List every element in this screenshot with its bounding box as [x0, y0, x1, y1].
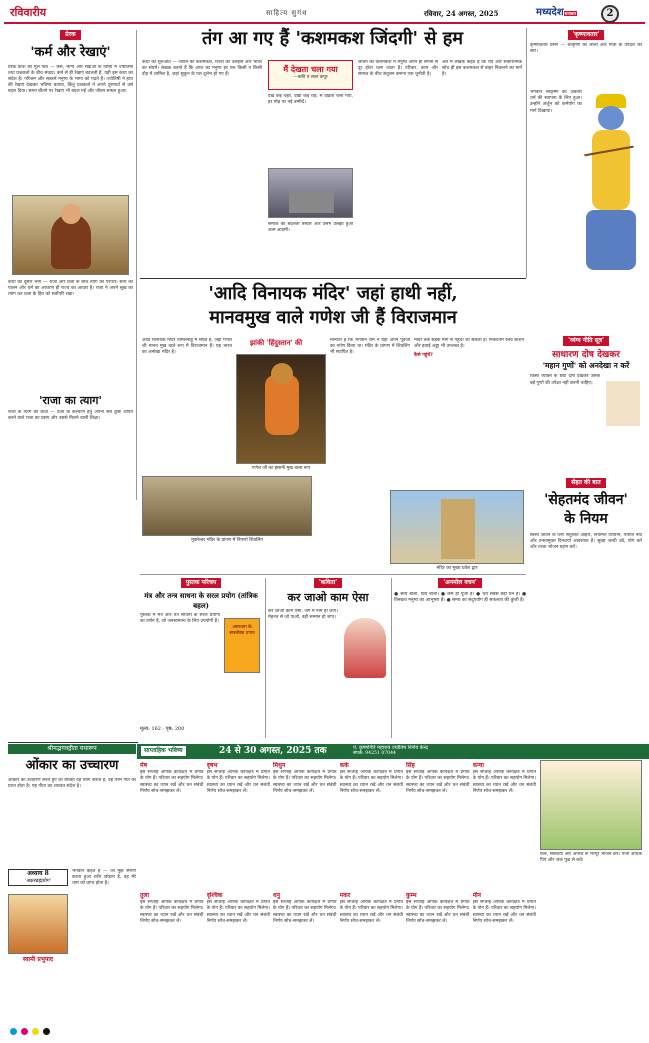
health-title-2: के नियम: [564, 510, 608, 527]
ganesh-image: [236, 354, 326, 464]
rashi-prediction: इस सप्ताह आपके कार्यक्षेत्र में प्रगति के योग हैं। परिवार का सहयोग मिलेगा। स्वास्थ्य का ध्यान रखें और धन संबंधी निर्णय सोच-समझकर लें।: [472, 900, 536, 924]
rashi-prediction: इस सप्ताह आपके कार्यक्षेत्र में प्रगति के योग हैं। परिवार का सहयोग मिलेगा। स्वास्थ्य का ध्यान रखें और धन संबंधी निर्णय सोच-समझकर लें।: [206, 770, 270, 794]
poem-title: मैं देखता चला गया: [283, 64, 338, 74]
rashi-name: मेष: [140, 762, 148, 769]
kavita-title: कर जाओ काम ऐसा: [287, 591, 369, 605]
poem-text: देखे कई चेहरे, देखी कई राहें, मैं देखता चला गया, हर मोड़ पर नई उम्मीदें।: [268, 94, 353, 106]
health-body: स्वस्थ जीवन के लिए संतुलित आहार, नियमित व्यायाम, पर्याप्त नींद और तनावमुक्त दिनचर्या आवश्यक है। सुबह जल्दी उठें, योग करें और ताजा भोजन ग्रहण करें।: [530, 532, 642, 551]
astrologer-phone: संपर्क: 94251 07044: [353, 751, 396, 756]
rashi-name: कुम्भ: [406, 892, 417, 899]
anmol-box: [394, 578, 526, 738]
rashi-name: मिथुन: [273, 762, 286, 769]
health-body-2: फल, सब्जियां और अनाज से भरपूर भोजन करें। पानी अधिक पिएं और जंक फूड से बचें।: [540, 852, 642, 864]
prerak-title: 'कर्म और रेखाएं': [30, 45, 111, 61]
rashi-prediction: इस सप्ताह आपके कार्यक्षेत्र में प्रगति के योग हैं। परिवार का सहयोग मिलेगा। स्वास्थ्य का ध्यान रखें और धन संबंधी निर्णय सोच-समझकर लें।: [339, 770, 403, 794]
lead-headline: तंग आ गए हैं 'कशमकश जिंदगी' से हम: [201, 28, 464, 49]
rashi-cell: [140, 892, 204, 1018]
rashi-cell: [340, 892, 404, 1018]
rashi-cell: [207, 762, 271, 888]
brand-logo: मध्यदेशसमाचार: [536, 7, 577, 18]
page-number-badge: 2: [601, 5, 619, 23]
prabhupad-photo: [8, 894, 68, 954]
rashi-name: वृषभ: [206, 762, 218, 769]
book-label: पुस्तक परिचय: [181, 578, 222, 588]
rashi-name: कन्या: [472, 762, 484, 769]
vinayak-body-col3: मंदिर तक सड़क मार्ग से पहुंचा जा सकता है। निकटतम रेलवे स्टेशन और हवाई अड्डा भी उपलब्ध है। कैसे पहुंचें?: [414, 338, 524, 359]
onkar-title: ओंकार का उच्चारण: [25, 758, 119, 774]
health-title: 'सेहतमंद जीवन': [544, 492, 628, 509]
vinayak-headline-box: [140, 282, 526, 334]
rashi-name: मकर: [339, 892, 351, 899]
raja-title: 'राजा का त्याग': [39, 394, 102, 407]
rashifal-header: [137, 744, 649, 759]
poem-author: —कवि व लाल कपूर: [293, 74, 328, 80]
anmol-body: ● सत्य बोलो, प्रिय बोलो। ● कर्म ही पूजा है। ● धैर्य सबसे बड़ा धन है। ● विनम्रता मनुष्य का आभूषण है। ● समय का सदुपयोग ही सफलता की कुंजी है।: [394, 592, 526, 604]
prerak-illustration: [12, 195, 129, 275]
rashi-cell: [473, 892, 537, 1018]
krishna-image: [582, 90, 640, 290]
rashi-cell: [406, 892, 470, 1018]
rashi-prediction: इस सप्ताह आपके कार्यक्षेत्र में प्रगति के योग हैं। परिवार का सहयोग मिलेगा। स्वास्थ्य का ध्यान रखें और धन संबंधी निर्णय सोच-समझकर लें।: [140, 900, 204, 924]
issue-date: रविवार, 24 अगस्त, 2025: [424, 9, 499, 18]
vyangya-title: साधारण दोष देखकर: [552, 350, 620, 361]
lead-body-col1: कथा की शुरुआत — जीवन की कशमकश, रिश्तों की उलझनें और भीतर का संघर्ष। लेखक बताते हैं कि आज का मनुष्य हर पल किसी न किसी दौड़ में शामिल है, जहां सुकून के पल दुर्लभ हो गए हैं।: [142, 60, 262, 78]
print-register-marks: [10, 1028, 639, 1036]
vyangya-box: [530, 336, 642, 476]
krishna-column: [530, 30, 642, 330]
poem-box: [268, 60, 353, 90]
prerak-body-1: प्रेरक कथा का मूल पाठ — कर्म, भाग्य और रेखाओं के विषय में ज्योतिषी तथा प्रश्नकर्ता के बीच संवाद। कर्म से ही रेखाएं बदलती हैं, यही इस कथा का संदेश है। परिश्रम और सत्कर्म मनुष्य के भाग्य को गढ़ते हैं। ज्योतिषी ने हाथ की रेखाएं देखकर भविष्य बताया, किंतु प्रश्नकर्ता ने अपने पुरुषार्थ से उसे बदल दिया। समय बीतने पर रेखाएं भी बदल गईं और जीवन सफल हुआ।: [8, 64, 133, 95]
krishna-body-2: भगवान श्रीकृष्ण का अवतार धर्म की स्थापना के लिए हुआ। उन्होंने अर्जुन को कर्मयोग का मार्ग दिखाया।: [530, 90, 582, 114]
rashi-name: मीन: [472, 892, 481, 899]
kavita-box: [268, 578, 388, 738]
rashi-cell: [207, 892, 271, 1018]
health-box: [530, 478, 642, 738]
vinayak-subhead: कैसे पहुंचें?: [414, 353, 433, 359]
raja-body: राजा के त्याग की कथा — प्रजा के कल्याण हेतु अपना सब कुछ अर्पित करने वाले राजा का प्रसंग और उससे मिलने वाली शिक्षा।: [8, 410, 133, 422]
author-name: स्वामी प्रभुपाद: [22, 956, 54, 963]
lead-body-col2: समाज की बदलती तस्वीर और उसमें उलझा हुआ आम आदमी।: [268, 222, 353, 234]
shivling-image: [142, 476, 312, 536]
onkar-box: [8, 744, 136, 1026]
kavita-label: 'कविता': [314, 578, 342, 588]
rashifal-label: साप्ताहिक भविष्य: [141, 746, 186, 756]
rashi-prediction: इस सप्ताह आपके कार्यक्षेत्र में प्रगति के योग हैं। परिवार का सहयोग मिलेगा। स्वास्थ्य का ध्यान रखें और धन संबंधी निर्णय सोच-समझकर लें।: [339, 900, 403, 924]
temple-caption: मंदिर का मुख्य प्रवेश द्वार: [436, 566, 478, 571]
vinayak-body-col2: मान्यता है कि भगवान राम ने यहां अपने पूर्वजों का तर्पण किया था। मंदिर के प्रांगण में शिवलिंग भी स्थापित है।: [330, 338, 410, 356]
lead-body-col3: जीवन की कशमकश में मनुष्य अपने ही सपनों से दूर होता चला जाता है। परिवार, काम और समाज के बीच संतुलन बनाना एक चुनौती है।: [358, 60, 438, 78]
rashi-name: धनु: [273, 892, 281, 899]
vinayak-tag-box: [236, 338, 316, 352]
prerak-body-2: कथा का दूसरा भाग — राजा और प्रजा के बीच त्याग की परंपरा। सत्य का पालन और धर्म का आचरण ही राज्य का आधार है। राजा ने अपने सुख का त्याग कर प्रजा के हित को सर्वोपरि रखा।: [8, 280, 133, 298]
onkar-body-2: भगवान कहते हैं — जो मुझे स्मरण करता हुआ शरीर छोड़ता है, वह मेरे धाम को प्राप्त होता है।: [72, 869, 136, 887]
rashi-cell: [273, 762, 337, 888]
book-meta: मूल्य: 162 · पृष्ठ: 200: [140, 726, 185, 732]
section-title: रविवारीय: [10, 6, 47, 19]
rashi-cell: [340, 762, 404, 888]
rashi-prediction: इस सप्ताह आपके कार्यक्षेत्र में प्रगति के योग हैं। परिवार का सहयोग मिलेगा। स्वास्थ्य का ध्यान रखें और धन संबंधी निर्णय सोच-समझकर लें।: [273, 900, 337, 924]
rashi-name: सिंह: [406, 762, 415, 769]
poet-photo: [344, 618, 386, 678]
vinayak-headline-2: मानवमुख वाले गणेश जी हैं विराजमान: [209, 307, 457, 328]
temple-gate-image: [390, 490, 524, 564]
vinayak-headline-1: 'आदि विनायक मंदिर' जहां हाथी नहीं,: [208, 283, 458, 304]
book-body: पुस्तक में मंत्र और तंत्र साधना के सरल प्रयोगों का वर्णन है, जो जनसामान्य के लिए उपयोगी है।: [140, 612, 220, 625]
prerak-column: [8, 30, 133, 500]
book-box: [140, 578, 262, 738]
rashi-prediction: इस सप्ताह आपके कार्यक्षेत्र में प्रगति के योग हैं। परिवार का सहयोग मिलेगा। स्वास्थ्य का ध्यान रखें और धन संबंधी निर्णय सोच-समझकर लें।: [472, 770, 536, 794]
krishna-body-1: कृष्णावतार प्रसंग — श्रीकृष्ण की लीला और गीता के उपदेश का सार।: [530, 43, 642, 55]
rashifal-dates: 24 से 30 अगस्त, 2025 तक: [219, 746, 327, 756]
rashi-cell: [406, 762, 470, 888]
krishna-label: 'कृष्णावतार': [568, 30, 605, 40]
prerak-label: प्रेरक: [60, 30, 80, 40]
vyangya-title-2: 'महान गुणों' को अनदेखा न करें: [542, 361, 630, 371]
lead-headline-box: [140, 28, 525, 58]
vinayak-body-col1: आदि विनायक मंदिर तमिलनाडु में स्थित है, जहां गणेश जी मानव मुख वाले रूप में विराजमान हैं। यह भारत का अनोखा मंदिर है।: [142, 338, 232, 356]
ganesh-caption: गणेश जी का इंसानी मुख वाला रूप: [251, 466, 311, 471]
vyangya-body: किसी व्यक्ति के छोटे दोष देखकर उसके बड़े गुणों की उपेक्षा नहीं करनी चाहिए।: [530, 374, 600, 386]
vyangya-label: 'व्यंग्य नीति सूत्र': [563, 336, 609, 346]
health-label: सेहत की बात: [566, 478, 605, 488]
lead-body-col4: अंत में लेखक कहते हैं कि धैर्य और सकारात्मक सोच ही इस कशमकश से बाहर निकलने का मार्ग है।: [442, 60, 522, 78]
shivling-caption: मुक्तेश्वर मंदिर के प्रांगण में त्रिपर्णा शिवलिंग: [191, 538, 263, 543]
rashi-name: वृश्चिक: [206, 892, 223, 899]
lead-photo: [268, 168, 353, 218]
vyangya-portrait: [606, 381, 640, 426]
rashi-prediction: इस सप्ताह आपके कार्यक्षेत्र में प्रगति के योग हैं। परिवार का सहयोग मिलेगा। स्वास्थ्य का ध्यान रखें और धन संबंधी निर्णय सोच-समझकर लें।: [206, 900, 270, 924]
rashi-prediction: इस सप्ताह आपके कार्यक्षेत्र में प्रगति के योग हैं। परिवार का सहयोग मिलेगा। स्वास्थ्य का ध्यान रखें और धन संबंधी निर्णय सोच-समझकर लें।: [406, 900, 470, 924]
kavita-body: कर जाओ काम ऐसा, जग में नाम हो जाए। मेहनत से जो पाओ, वही सम्मान हो जाए।: [268, 608, 338, 621]
onkar-body-1: ओंकार का उच्चारण करते हुए जो व्यक्ति देह त्याग करता है, वह परम गति को प्राप्त होता है। यह गीता का शाश्वत संदेश है।: [8, 777, 136, 789]
onkar-label: श्रीमद्भगवद्गीता यथारूप: [8, 744, 136, 754]
rashi-prediction: इस सप्ताह आपके कार्यक्षेत्र में प्रगति के योग हैं। परिवार का सहयोग मिलेगा। स्वास्थ्य का ध्यान रखें और धन संबंधी निर्णय सोच-समझकर लें।: [273, 770, 337, 794]
chapter-box: अध्याय 8 'अक्षरब्रह्मयोग': [8, 869, 68, 886]
anmol-label: 'अनमोल वचन': [438, 578, 481, 588]
astrologer-name: पं. कृष्णगिरि महाशय ज्योतिष निर्णय केन्द्र: [353, 745, 428, 751]
book-title: मंत्र और तन्त्र साधना के सरल प्रयोग (तांत्रिक बहल): [144, 591, 258, 610]
rashi-prediction: इस सप्ताह आपके कार्यक्षेत्र में प्रगति के योग हैं। परिवार का सहयोग मिलेगा। स्वास्थ्य का ध्यान रखें और धन संबंधी निर्णय सोच-समझकर लें।: [406, 770, 470, 794]
book-cover: आराधना के शास्त्रोक्त उपाय: [224, 618, 260, 673]
rashi-cell: [140, 762, 204, 888]
page-header: [4, 6, 645, 24]
rashi-prediction: इस सप्ताह आपके कार्यक्षेत्र में प्रगति के योग हैं। परिवार का सहयोग मिलेगा। स्वास्थ्य का ध्यान रखें और धन संबंधी निर्णय सोच-समझकर लें।: [140, 770, 204, 794]
rashi-name: कर्क: [339, 762, 349, 769]
health-image: [540, 760, 642, 850]
vinayak-tag: झांकी 'हिंदुस्तान' की: [249, 338, 303, 347]
rashi-cell: [473, 762, 537, 888]
rashi-cell: [273, 892, 337, 1018]
rashi-name: तुला: [140, 892, 150, 899]
supplement-title: साहित्य सुगंध: [266, 9, 308, 17]
